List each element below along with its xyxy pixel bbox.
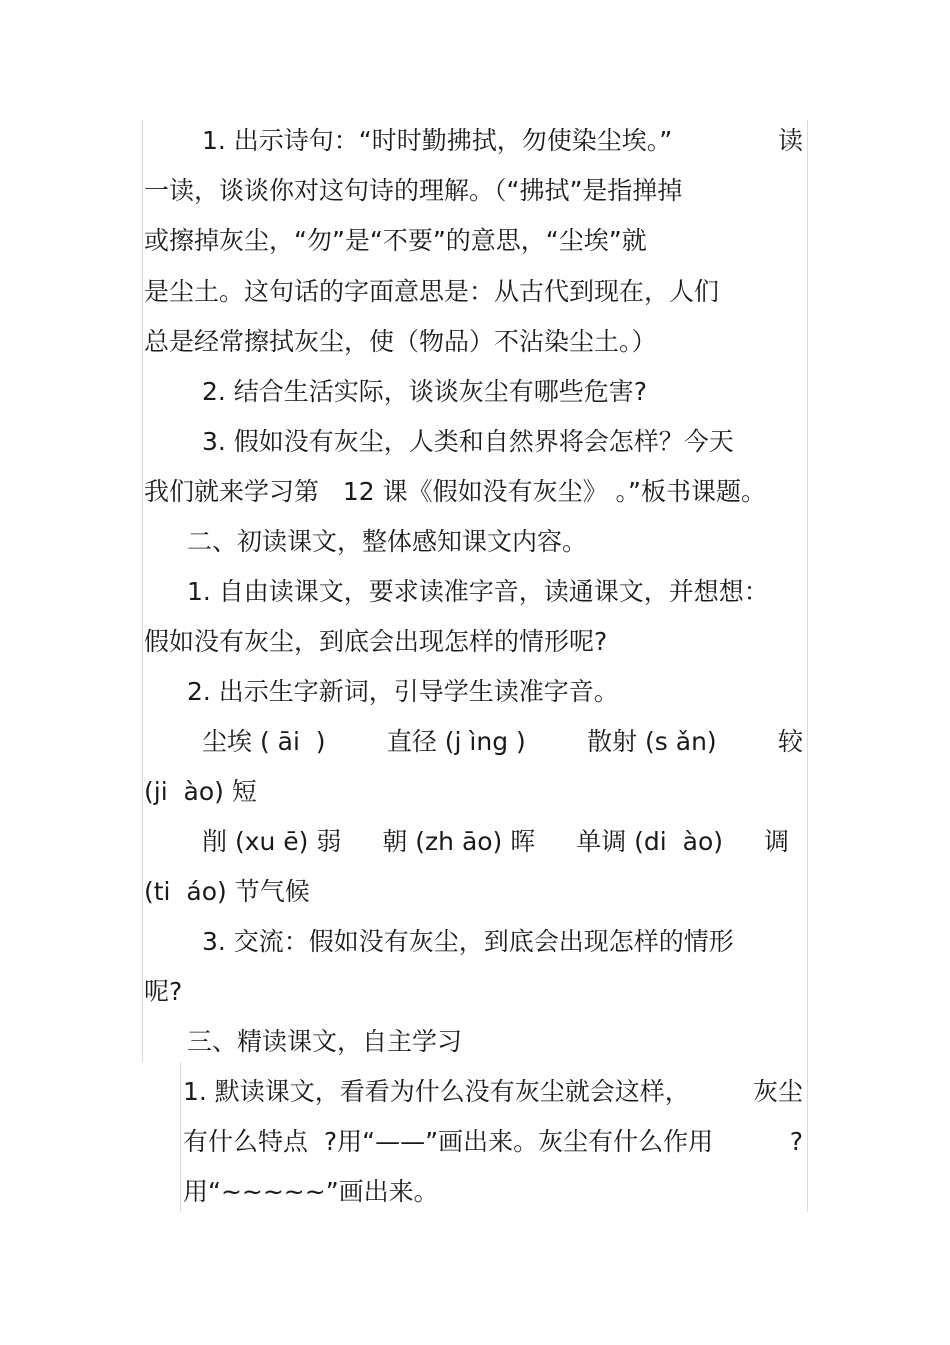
text-line-1	[202, 126, 803, 156]
text-segment: 有什么特点 ?用“——”画出来。灰尘有什么作用	[183, 1127, 714, 1156]
vocab-item: 调	[763, 827, 789, 856]
vocab-line-4: (ti áo) 节气候	[144, 877, 310, 906]
text-line-7: 3. 假如没有灰尘，人类和自然界将会怎样？今天	[202, 427, 734, 456]
left-border-top	[142, 120, 143, 1062]
text-line-11: 假如没有灰尘，到底会出现怎样的情形呢?	[144, 627, 608, 656]
text-line-15	[183, 1077, 803, 1107]
text-line-4: 是尘土。这句话的字面意思是：从古代到现在，人们	[144, 277, 720, 306]
text-line-16	[183, 1127, 803, 1157]
vocab-line-2: (ji ào) 短	[144, 777, 257, 806]
text-line-5: 总是经常擦拭灰尘，使（物品）不沾染尘土。）	[144, 327, 657, 356]
text-line-10: 1. 自由读课文，要求读准字音，读通课文，并想想：	[187, 577, 769, 606]
text-segment: 读	[777, 126, 803, 155]
text-line-8: 我们就来学习第 12 课《假如没有灰尘》 。”板书课题。	[144, 477, 766, 506]
vocab-item: 尘埃 ( āi )	[202, 727, 326, 756]
text-line-12: 2. 出示生字新词，引导学生读准字音。	[187, 677, 619, 706]
text-line-3: 或擦掉灰尘，“勿”是“不要”的意思，“尘埃”就	[144, 226, 647, 255]
text-segment: ?	[789, 1127, 803, 1156]
section-heading-3: 三、精读课文，自主学习	[187, 1027, 463, 1056]
text-segment: 灰尘	[752, 1077, 803, 1106]
text-line-2: 一读，谈谈你对这句诗的理解。（“拂拭”是指掸掉	[144, 176, 683, 205]
vocab-item: 较	[777, 727, 803, 756]
text-line-14: 呢?	[144, 977, 183, 1006]
vocab-item: 散射 (s ǎn)	[587, 727, 717, 756]
left-border-bottom	[180, 1062, 181, 1212]
vocab-item: 朝 (zh āo) 晖	[382, 827, 536, 856]
text-segment: 1. 默读课文，看看为什么没有灰尘就会这样，	[183, 1077, 690, 1106]
section-heading-2: 二、初读课文，整体感知课文内容。	[187, 527, 588, 556]
text-segment: 1. 出示诗句：“时时勤拂拭，勿使染尘埃。”	[202, 126, 673, 155]
text-line-17: 用“~~~~~”画出来。	[183, 1177, 439, 1206]
vocab-item: 削 (xu ē) 弱	[202, 827, 342, 856]
vocab-line-1	[202, 727, 803, 757]
right-border	[807, 120, 808, 1212]
text-line-6: 2. 结合生活实际，谈谈灰尘有哪些危害?	[202, 377, 648, 406]
vocab-item: 单调 (di ào)	[576, 827, 723, 856]
text-line-13: 3. 交流：假如没有灰尘，到底会出现怎样的情形	[202, 927, 734, 956]
vocab-item: 直径 (j ìng )	[386, 727, 526, 756]
vocab-line-3	[202, 827, 789, 857]
